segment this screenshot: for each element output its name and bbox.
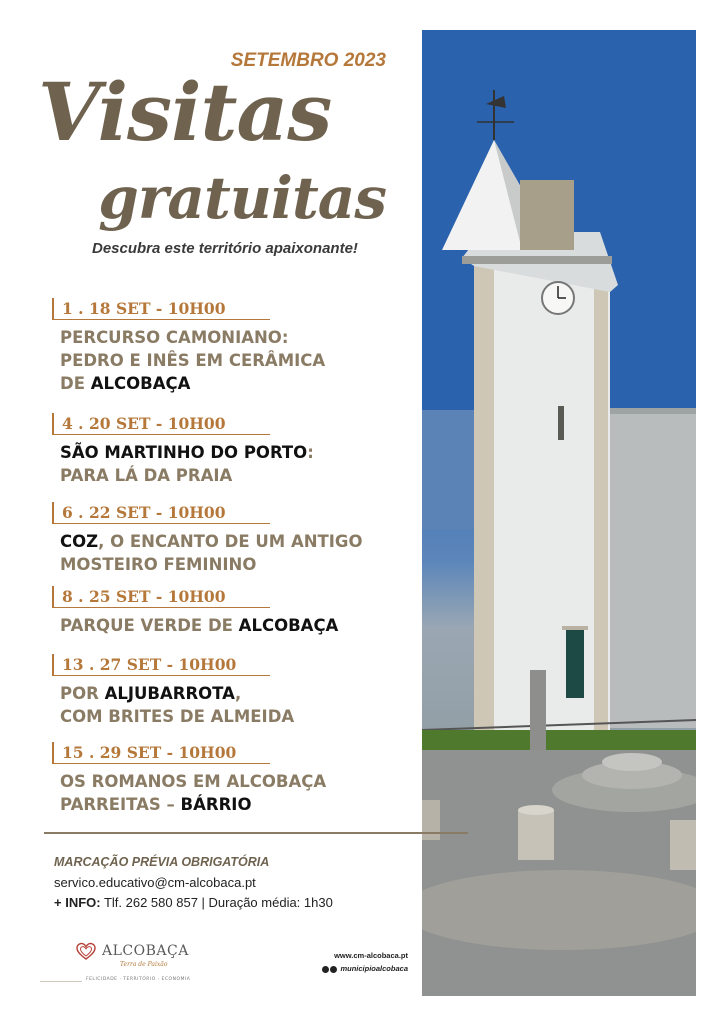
event-description <box>52 326 412 395</box>
event-description-line <box>60 770 412 793</box>
event-text: POR <box>60 684 105 703</box>
event-description-line <box>60 614 412 637</box>
title-line-2: gratuitas <box>98 164 386 232</box>
event-text: PEDRO E INÊS EM CERÂMICA <box>60 351 326 370</box>
event-date: 15 . 29 SET - 10H00 <box>52 742 270 764</box>
event-text: : <box>307 443 314 462</box>
event-description-line <box>60 372 412 395</box>
event-description <box>52 614 412 637</box>
event-description <box>52 682 412 728</box>
event-item <box>52 413 412 487</box>
website-link[interactable]: www.cm-alcobaca.pt <box>334 951 408 960</box>
event-description-line <box>60 530 412 553</box>
event-description-line <box>60 349 412 372</box>
event-description-line <box>60 441 412 464</box>
logo-tagline: FELICIDADE · TERRITÓRIO · ECONOMIA <box>82 977 194 982</box>
event-text: PARA LÁ DA PRAIA <box>60 466 233 485</box>
event-text: OS ROMANOS EM ALCOBAÇA <box>60 772 327 791</box>
subtitle: Descubra este território apaixonante! <box>92 240 358 257</box>
event-description <box>52 530 412 576</box>
event-description-line <box>60 326 412 349</box>
event-text: , O ENCANTO DE UM ANTIGO <box>98 532 363 551</box>
event-text: PARQUE VERDE DE <box>60 616 239 635</box>
event-date: 6 . 22 SET - 10H00 <box>52 502 270 524</box>
municipality-logo <box>76 940 189 976</box>
event-item <box>52 502 412 576</box>
booking-info <box>54 895 333 910</box>
event-text: PERCURSO CAMONIANO: <box>60 328 289 347</box>
event-description-line <box>60 705 412 728</box>
event-description-line <box>60 682 412 705</box>
booking-heading: MARCAÇÃO PRÉVIA OBRIGATÓRIA <box>54 855 270 869</box>
month-label: SETEMBRO 2023 <box>230 50 386 71</box>
event-description-line <box>60 464 412 487</box>
logo-name: ALCOBAÇA <box>102 943 189 959</box>
bell-tower-photo <box>422 30 696 996</box>
event-place-highlight: SÃO MARTINHO DO PORTO <box>60 443 308 462</box>
info-text: Tlf. 262 580 857 | Duração média: 1h30 <box>100 895 333 910</box>
info-label: + INFO: <box>54 895 101 910</box>
social-handle-text: municipioalcobaca <box>340 964 408 973</box>
event-date: 13 . 27 SET - 10H00 <box>52 654 270 676</box>
event-description-line <box>60 793 412 816</box>
event-description <box>52 441 412 487</box>
social-handle[interactable] <box>300 964 408 973</box>
event-place-highlight: ALJUBARROTA <box>104 684 235 703</box>
event-place-highlight: ALCOBAÇA <box>238 616 339 635</box>
event-description <box>52 770 412 816</box>
event-text: , <box>234 684 242 703</box>
event-place-highlight: ALCOBAÇA <box>90 374 191 393</box>
event-description-line <box>60 553 412 576</box>
event-place-highlight: BÁRRIO <box>180 795 252 814</box>
event-date: 1 . 18 SET - 10H00 <box>52 298 270 320</box>
event-text: DE <box>60 374 91 393</box>
event-item <box>52 654 412 728</box>
event-text: MOSTEIRO FEMININO <box>60 555 257 574</box>
event-date: 8 . 25 SET - 10H00 <box>52 586 270 608</box>
heart-logo-icon <box>76 942 96 962</box>
section-divider <box>44 832 468 834</box>
event-date: 4 . 20 SET - 10H00 <box>52 413 270 435</box>
title-line-1: Visitas <box>38 65 332 159</box>
instagram-icon <box>322 966 329 973</box>
logo-tag: Terra de Paixão <box>120 961 168 968</box>
event-item <box>52 742 412 816</box>
event-item <box>52 298 412 395</box>
booking-email[interactable]: servico.educativo@cm-alcobaca.pt <box>54 875 256 890</box>
facebook-icon <box>330 966 337 973</box>
event-item <box>52 586 412 637</box>
event-place-highlight: COZ <box>60 532 99 551</box>
event-text: PARREITAS – <box>60 795 181 814</box>
event-text: COM BRITES DE ALMEIDA <box>60 707 295 726</box>
